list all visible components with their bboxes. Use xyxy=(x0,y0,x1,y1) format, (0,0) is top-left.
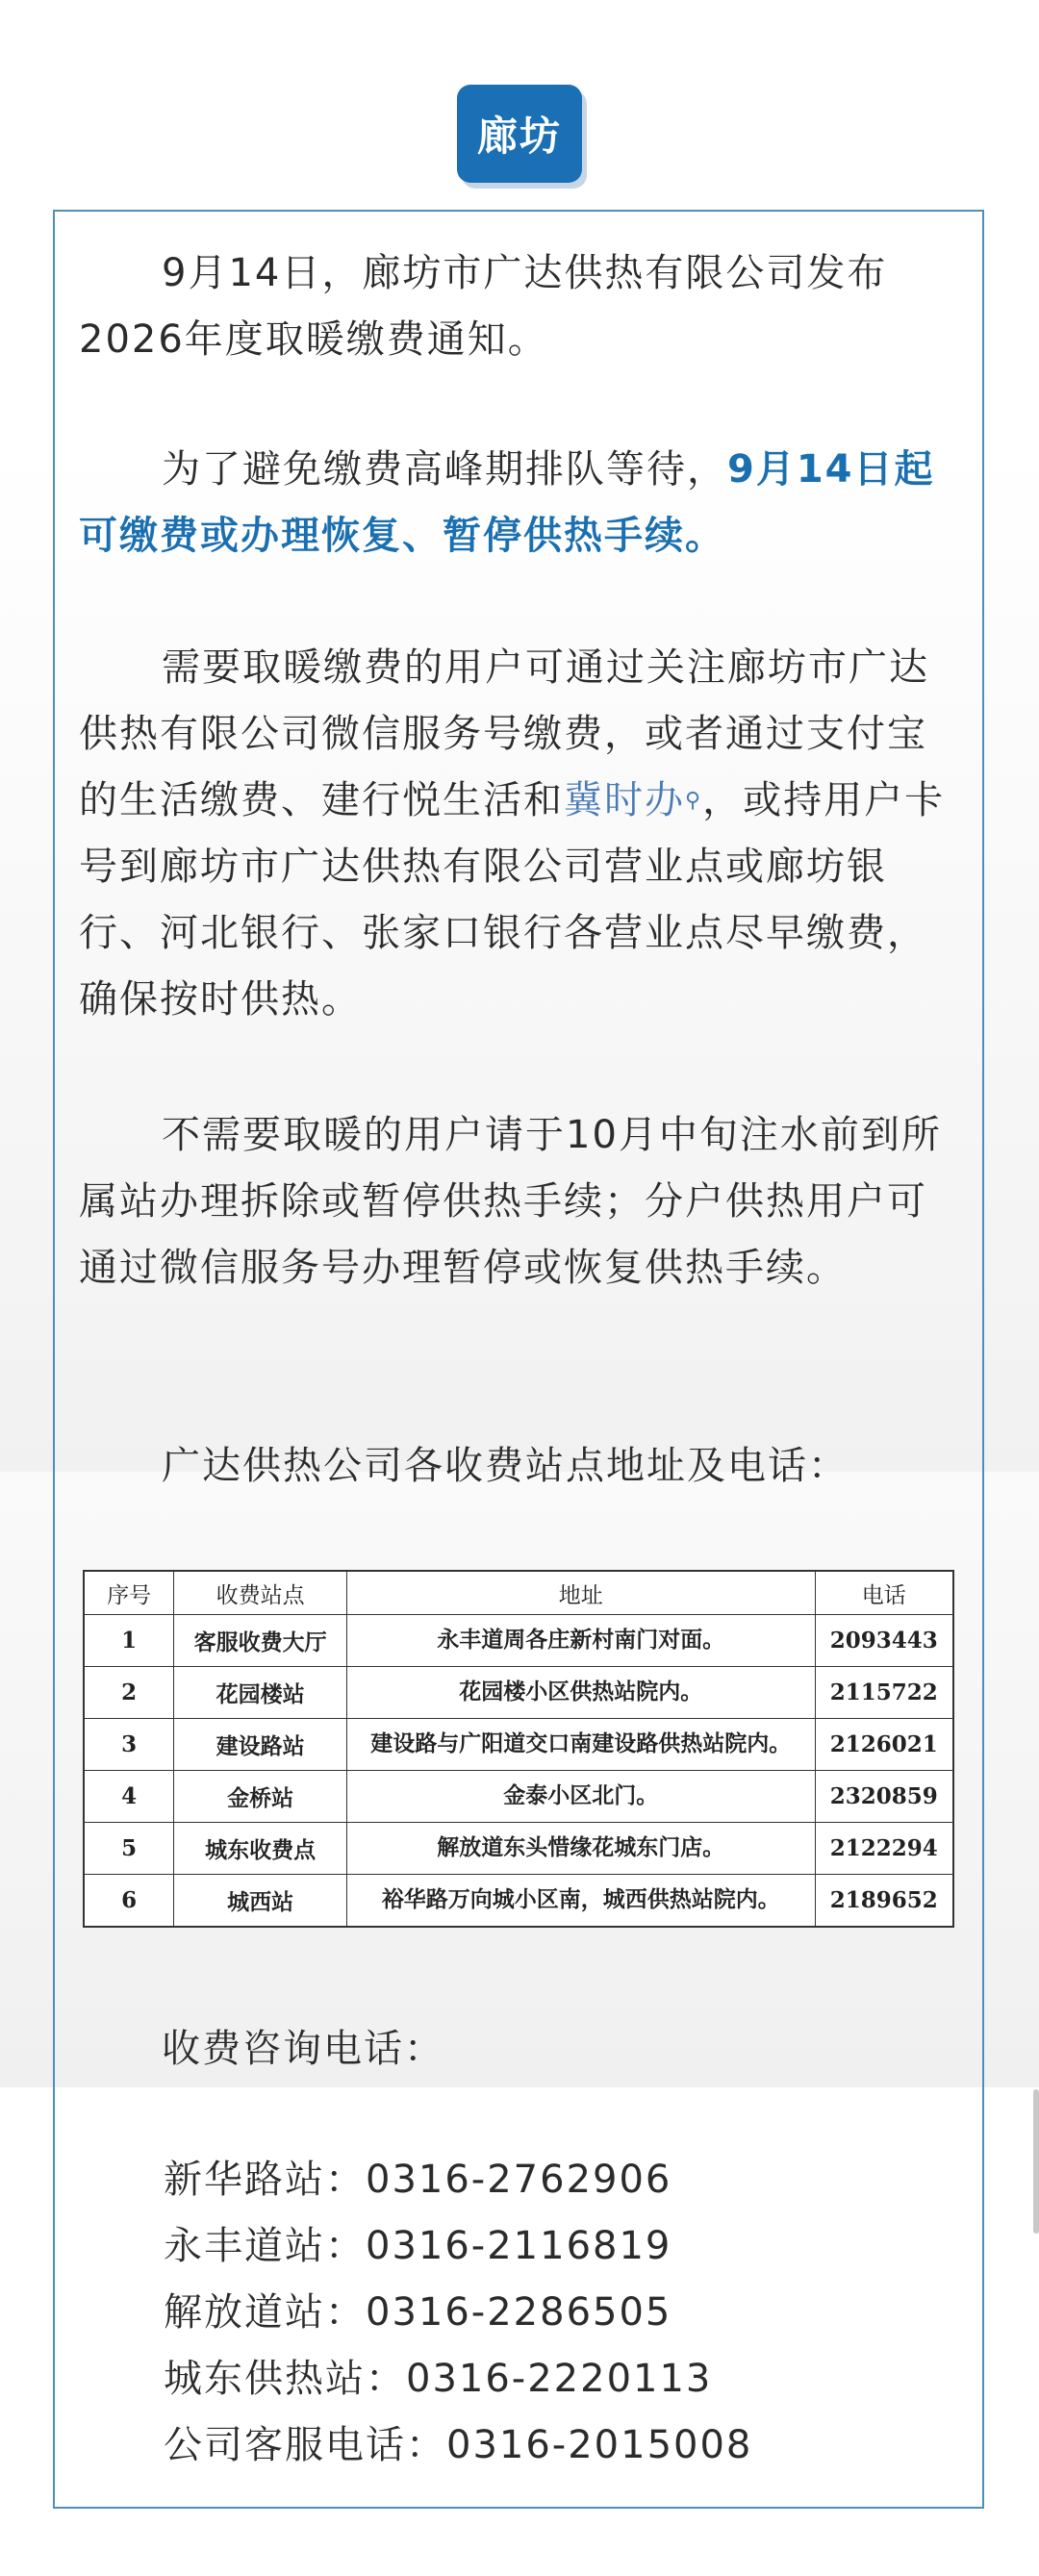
paragraph-payment-methods xyxy=(79,635,964,1033)
cell-phone: 2115722 xyxy=(815,1666,953,1718)
paragraph-text: 为了避免缴费高峰期排队等待， xyxy=(162,447,727,492)
table-row xyxy=(84,1718,953,1770)
paragraph-text: ，或持用户卡号到廊坊市广达供热有限公司营业点或廊坊银行、河北银行、张家口银行各营业点尽早缴费，确保按时供热。 xyxy=(79,778,946,1022)
cell-phone: 2126021 xyxy=(815,1718,953,1770)
fee-stations-table xyxy=(83,1570,954,1928)
cell-no: 6 xyxy=(84,1874,174,1927)
paragraph-text: 需要取暖缴费的用户可通过关注廊坊市广达供热有限公司微信服务号缴费，或者通过支付宝的生活缴费、建行悦生活和 xyxy=(79,645,929,822)
cell-phone: 2122294 xyxy=(815,1822,953,1874)
cell-phone: 2320859 xyxy=(815,1770,953,1822)
column-header-station: 收费站点 xyxy=(174,1571,347,1615)
cell-address: 花园楼小区供热站院内。 xyxy=(346,1666,815,1718)
table-row xyxy=(84,1822,953,1874)
table-header-row xyxy=(84,1571,953,1615)
column-header-address: 地址 xyxy=(346,1571,815,1615)
table-row xyxy=(84,1770,953,1822)
cell-address: 裕华路万向城小区南，城西供热站院内。 xyxy=(346,1874,815,1927)
consult-phone-line: 城东供热站：0316-2220113 xyxy=(164,2357,713,2401)
column-header-phone: 电话 xyxy=(815,1571,953,1615)
cell-address: 建设路与广阳道交口南建设路供热站院内。 xyxy=(346,1718,815,1770)
cell-no: 5 xyxy=(84,1822,174,1874)
cell-station: 花园楼站 xyxy=(174,1666,347,1718)
table-row xyxy=(84,1666,953,1718)
cell-phone: 2093443 xyxy=(815,1615,953,1667)
cell-station: 城西站 xyxy=(174,1874,347,1927)
consult-phone-line: 永丰道站：0316-2116819 xyxy=(164,2224,672,2268)
cell-phone: 2189652 xyxy=(815,1874,953,1927)
paragraph-payment-start xyxy=(79,437,964,569)
cell-no: 1 xyxy=(84,1615,174,1667)
consult-heading: 收费咨询电话： xyxy=(162,2027,444,2071)
consult-phone-line: 解放道站：0316-2286505 xyxy=(164,2290,672,2335)
cell-station: 城东收费点 xyxy=(174,1822,347,1874)
table-heading: 广达供热公司各收费站点地址及电话： xyxy=(162,1444,849,1488)
table-row xyxy=(84,1874,953,1927)
cell-station: 金桥站 xyxy=(174,1770,347,1822)
cell-no: 3 xyxy=(84,1718,174,1770)
paragraph-suspend-heating: 不需要取暖的用户请于10月中旬注水前到所属站办理拆除或暂停供热手续；分户供热用户可通过微信服务号办理暂停或恢复供热手续。 xyxy=(79,1113,942,1290)
column-header-no: 序号 xyxy=(84,1571,174,1615)
cell-address: 金泰小区北门。 xyxy=(346,1770,815,1822)
search-icon: ⚲ xyxy=(685,789,703,813)
cell-address: 解放道东头惜缘花城东门店。 xyxy=(346,1822,815,1874)
cell-station: 建设路站 xyxy=(174,1718,347,1770)
highlight-text: 9月14日起可缴费或办理恢复、暂停供热手续。 xyxy=(79,447,935,558)
jishiban-link-label: 冀时办 xyxy=(564,778,685,822)
consult-phone-list xyxy=(164,2147,752,2479)
consult-phone-line: 公司客服电话：0316-2015008 xyxy=(164,2423,753,2467)
cell-no: 2 xyxy=(84,1666,174,1718)
cell-station: 客服收费大厅 xyxy=(174,1615,347,1667)
paragraph-announcement: 9月14日，廊坊市广达供热有限公司发布2026年度取暖缴费通知。 xyxy=(79,251,888,362)
cell-address: 永丰道周各庄新村南门对面。 xyxy=(346,1615,815,1667)
jishiban-link[interactable] xyxy=(564,778,702,822)
scrollbar-thumb[interactable] xyxy=(1033,2089,1039,2234)
city-badge: 廊坊 xyxy=(457,85,582,183)
table-row xyxy=(84,1615,953,1667)
consult-phone-line: 新华路站：0316-2762906 xyxy=(164,2158,672,2202)
cell-no: 4 xyxy=(84,1770,174,1822)
